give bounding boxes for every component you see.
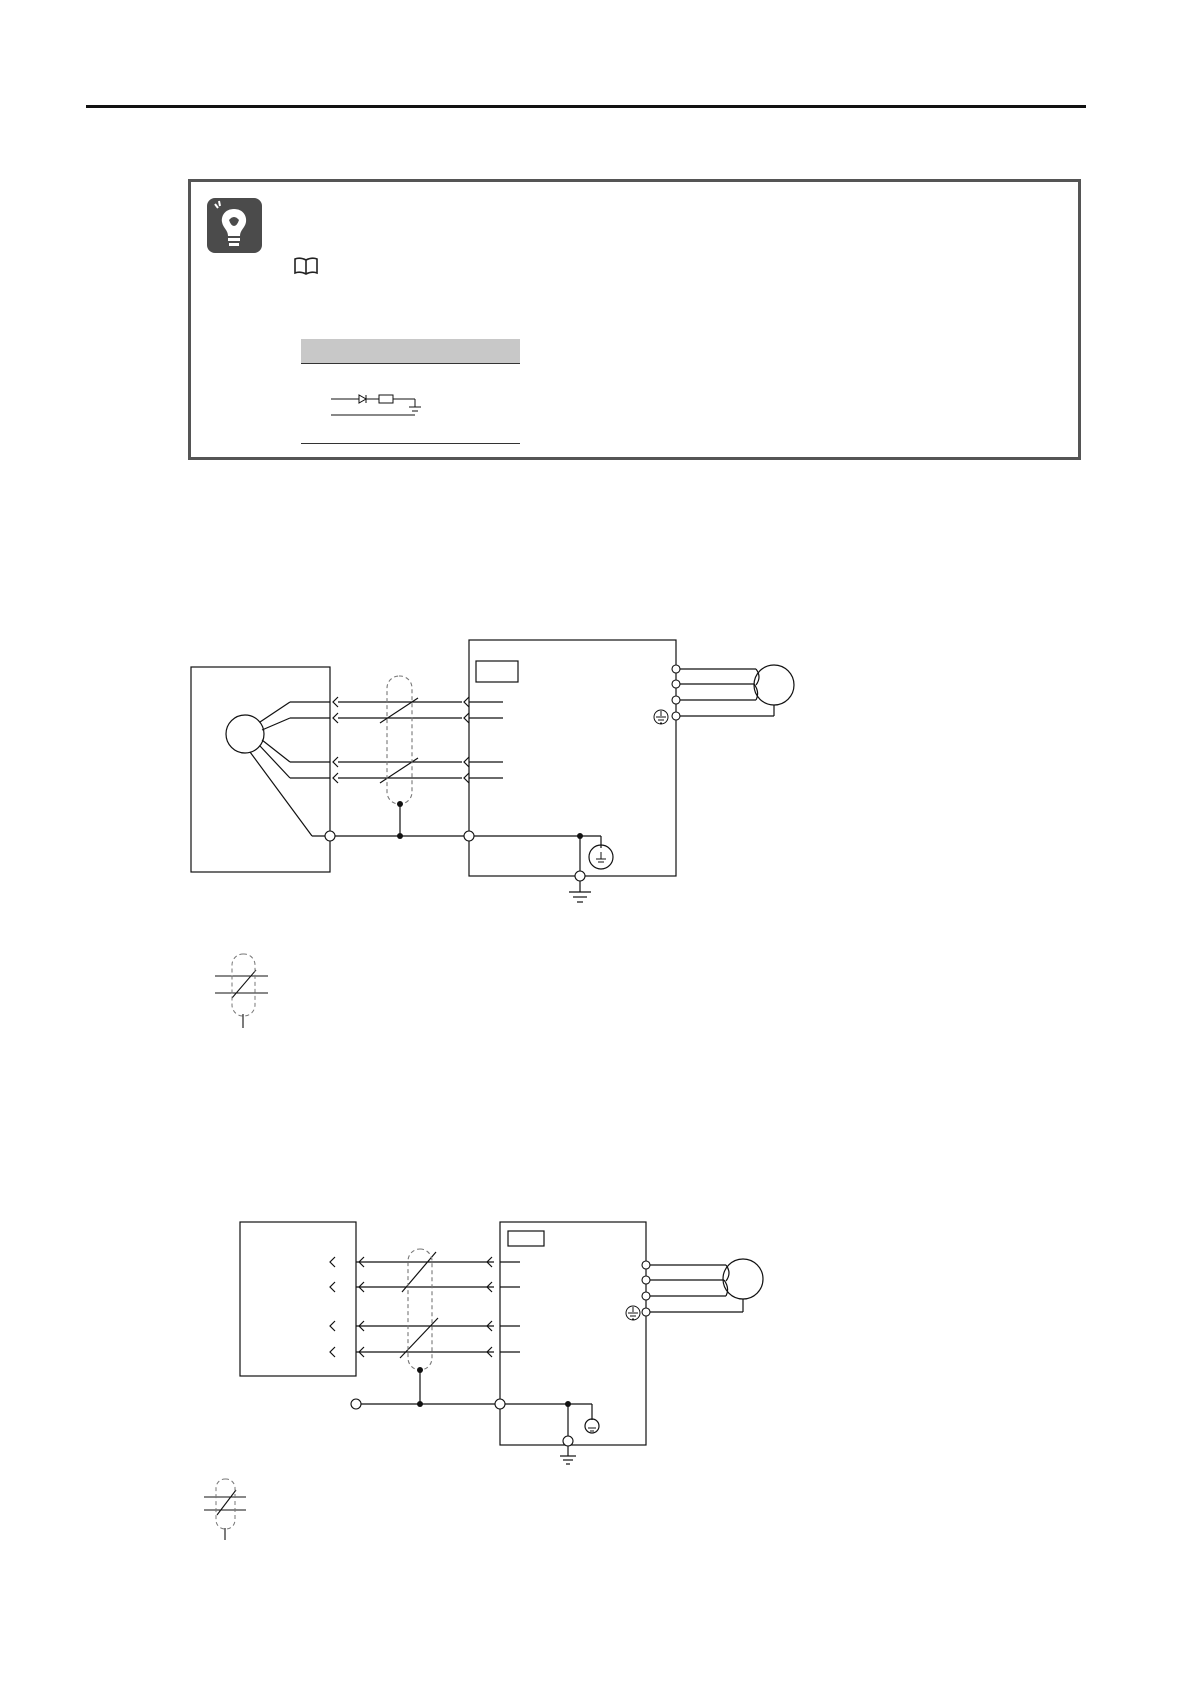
drive-label-box	[476, 661, 518, 682]
note-table-header	[301, 339, 520, 364]
chassis-ground-icon	[588, 1306, 640, 1431]
motor-circle	[723, 1259, 763, 1299]
motor-circle	[754, 665, 794, 705]
note-table-bottom-rule	[301, 443, 520, 444]
shield-dashed	[387, 676, 412, 804]
header-rule	[86, 105, 1086, 108]
twisted-pair-legend-1	[210, 950, 280, 1030]
drive-box	[500, 1222, 646, 1445]
lightbulb-important-icon	[207, 198, 262, 253]
source-circle	[226, 715, 264, 753]
drive-label-box	[508, 1231, 544, 1246]
external-device-box	[191, 667, 330, 872]
book-reference-icon	[293, 256, 319, 276]
drive-box	[469, 640, 676, 876]
wiring-diagram-2	[0, 1210, 1190, 1470]
twisted-pair-legend-2	[200, 1478, 260, 1548]
note-table	[301, 339, 520, 445]
chassis-ground-icon	[596, 710, 668, 862]
external-device-box	[240, 1222, 356, 1376]
important-note-box	[188, 179, 1081, 460]
diode-resistor-surge-suppressor-symbol	[331, 387, 431, 423]
wiring-diagram-1	[0, 630, 1190, 930]
